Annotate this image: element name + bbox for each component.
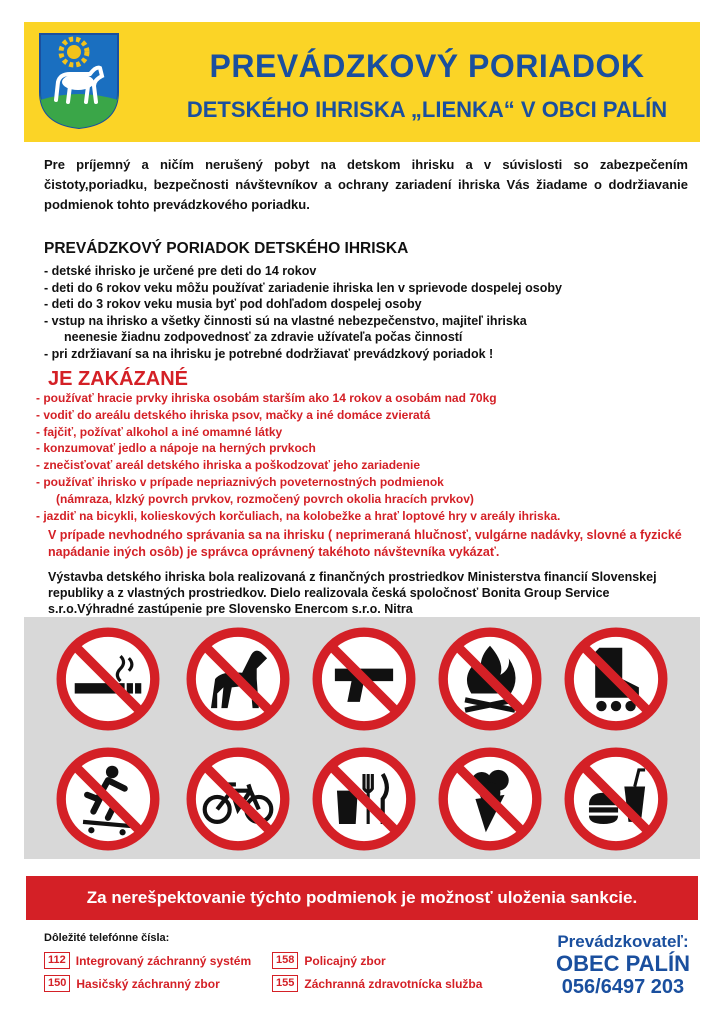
no-dogs-icon [186,627,290,731]
list-item: - vstup na ihrisko a všetky činnosti sú na vlastné nebezpečenstvo, majiteľ ihriska [44,313,527,328]
phone-label: Policajný zbor [304,953,386,968]
sanction-banner: Za nerešpektovanie týchto podmienok je možnosť uloženia sankcie. [26,876,698,920]
phone-number: 150 [44,975,70,992]
phone-number: 112 [44,952,70,969]
list-item: - pri zdržiavaní sa na ihrisku je potrebné dodržiavať prevádzkový poriadok ! [44,346,494,361]
operator-phone: 056/6497 203 [561,976,685,998]
intro-paragraph: Pre príjemný a ničím nerušený pobyt na detskom ihrisku a v súvislosti so zabezpečením čistoty,poriadku, bezpečnosti návštevníkov a ochrany zariadení ihriska Vás žiadame o dodržiavanie podmienok tohto prevádzkového poriadku. [44,157,688,212]
header-banner [24,22,700,142]
list-item: - používať hracie prvky ihriska osobám starším ako 14 rokov a osobám nad 70kg [36,391,497,405]
list-item: (námraza, klzký povrch prvkov, rozmočený povrch okolia hracích prvkov) [56,491,474,506]
list-item: - fajčiť, požívať alkohol a iné omamné látky [36,424,283,439]
no-icecream-icon [438,747,542,851]
phone-number: 155 [272,975,298,992]
phones-title: Dôležité telefónne čísla: [44,932,170,944]
list-item: - používať ihrisko v prípade nepriaznivých poveternostných podmienok [36,474,444,489]
no-bicycle-icon [186,747,290,851]
forbidden-list [36,390,696,524]
list-item: - vodiť do areálu detského ihriska psov, mačky a iné domáce zvieratá [36,407,431,422]
page-subtitle: DETSKÉHO IHRISKA „LIENKA“ V OBCI PALÍN [186,97,668,122]
no-fastfood-icon [564,747,668,851]
no-rollerskates-icon [564,627,668,731]
phone-entry [272,975,482,992]
phone-entry [272,952,386,969]
rules-list [44,263,704,362]
list-item: - znečisťovať areál detského ihriska a poškodzovať jeho zariadenie [36,458,421,473]
phone-label: Hasičský záchranný zbor [76,976,220,991]
list-item: - detské ihrisko je určené pre deti do 14 rokov [44,264,317,278]
list-item: - konzumovať jedlo a nápoje na herných prvkoch [36,441,316,456]
phone-entry [44,975,220,992]
funding-paragraph: Výstavba detského ihriska bola realizovaná z finančných prostriedkov Ministerstva financií Slovenskej republiky a z vlastných prostriedkov. Dielo realizovala česká spoločnosť Bonita Group Service s.r.o.Výhradné zastúpenie pre Slovensko Enercom s.r.o. Nitra [48,570,657,616]
phone-number: 158 [272,952,298,969]
no-skateboard-icon [56,747,160,851]
list-item: - deti do 6 rokov veku môžu používať zariadenie ihriska len v sprievode dospelej osoby [44,280,562,295]
prohibition-icons-panel [24,617,700,859]
page-title: PREVÁDZKOVÝ PORIADOK [209,48,645,84]
list-item: - deti do 3 rokov veku musia byť pod dohľadom dospelej osoby [44,297,422,311]
no-weapons-icon [312,627,416,731]
operator-label: Prevádzkovateľ: [557,932,689,951]
list-item: - jazdiť na bicykli, kolieskových korčuliach, na kolobežke a hrať loptové hry v areály ihriska. [36,508,561,523]
list-item: neenesie žiadnu zodpovednosť za zdravie užívateľa počas činností [64,330,463,344]
no-fire-icon [438,627,542,731]
operator-block [556,932,690,998]
no-smoking-icon [56,627,160,731]
phone-label: Integrovaný záchranný systém [75,953,252,968]
forbidden-title: JE ZAKÁZANÉ [48,368,189,390]
phone-entry [44,952,251,969]
coat-of-arms-icon [34,30,146,130]
operator-name: OBEC PALÍN [555,951,690,976]
warning-paragraph: V prípade nevhodného správania sa na ihrisku ( neprimeraná hlučnosť, vulgárne nadávky, slovné a fyzické napádanie iných osôb) je správca oprávnený takéhoto návštevníka vykázať. [48,528,682,559]
rules-title: PREVÁDZKOVÝ PORIADOK DETSKÉHO IHRISKA [44,240,409,257]
no-food-drink-icon [312,747,416,851]
phone-label: Záchranná zdravotnícka služba [304,976,483,991]
